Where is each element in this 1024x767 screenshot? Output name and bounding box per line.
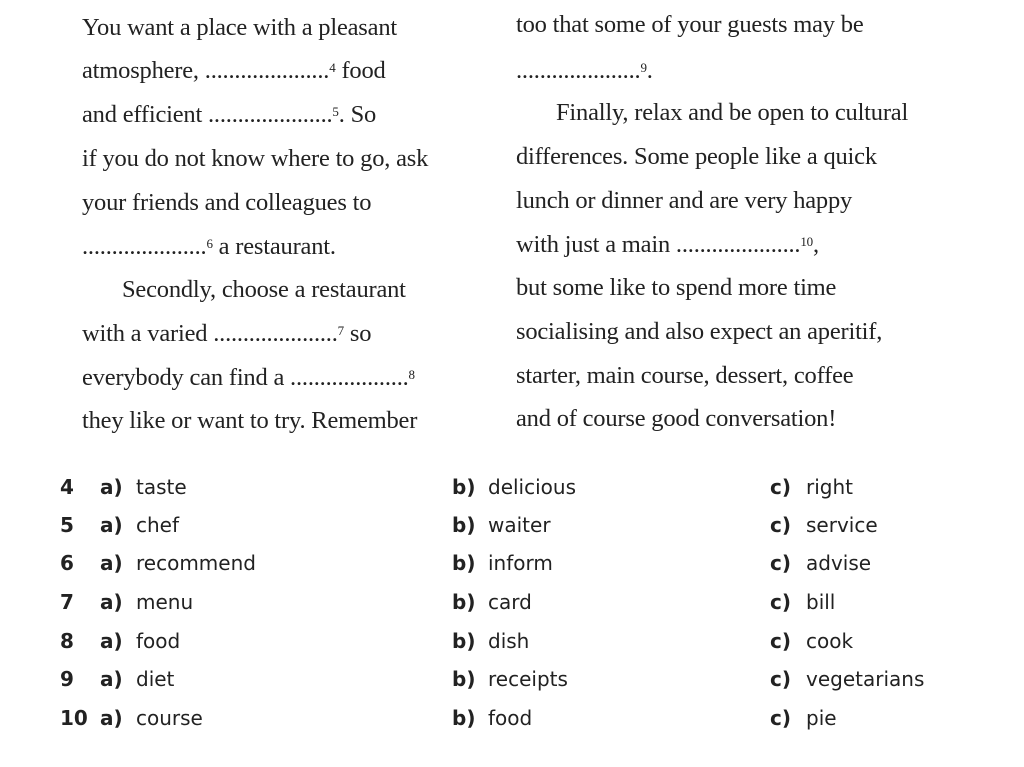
option-row	[0, 587, 1024, 617]
gap-number: 4	[329, 60, 336, 75]
option-row	[0, 664, 1024, 694]
passage-line: .....................$^9$.	[516, 57, 653, 84]
option-label-c: c)	[770, 629, 791, 653]
gap-number: 10	[800, 234, 813, 249]
option-label-c: c)	[770, 475, 791, 499]
option-a[interactable]: recommend	[136, 551, 256, 575]
passage-line: too that some of your guests may be	[516, 11, 864, 38]
option-row	[0, 626, 1024, 656]
option-label-a: a)	[100, 706, 123, 730]
gap-number: 6	[206, 236, 213, 251]
option-label-a: a)	[100, 475, 123, 499]
option-b[interactable]: card	[488, 590, 532, 614]
passage-line: if you do not know where to go, ask	[82, 145, 429, 172]
option-b[interactable]: food	[488, 706, 533, 730]
option-label-c: c)	[770, 590, 791, 614]
option-label-a: a)	[100, 629, 123, 653]
option-c[interactable]: vegetarians	[806, 667, 925, 691]
option-label-b: b)	[452, 667, 476, 691]
passage-line: You want a place with a pleasant	[82, 14, 397, 41]
option-label-c: c)	[770, 551, 791, 575]
passage-line: .....................$^6$ a restaurant.	[82, 233, 336, 260]
passage-line: lunch or dinner and are very happy	[516, 187, 853, 214]
question-number: 6	[60, 551, 74, 575]
option-label-a: a)	[100, 590, 123, 614]
option-row	[0, 510, 1024, 540]
option-c[interactable]: cook	[806, 629, 854, 653]
option-b[interactable]: delicious	[488, 475, 576, 499]
gap-number: 5	[332, 104, 339, 119]
question-number: 10	[60, 706, 88, 730]
option-label-b: b)	[452, 629, 476, 653]
passage-line: and efficient .....................$^5$. So	[82, 101, 377, 128]
option-c[interactable]: bill	[806, 590, 836, 614]
option-b[interactable]: dish	[488, 629, 530, 653]
option-b[interactable]: inform	[488, 551, 553, 575]
option-label-a: a)	[100, 667, 123, 691]
option-c[interactable]: right	[806, 475, 853, 499]
gap-number: 9	[640, 60, 647, 75]
question-number: 8	[60, 629, 74, 653]
option-b[interactable]: waiter	[488, 513, 551, 537]
option-b[interactable]: receipts	[488, 667, 568, 691]
question-number: 9	[60, 667, 74, 691]
question-number: 4	[60, 475, 74, 499]
option-label-a: a)	[100, 551, 123, 575]
option-a[interactable]: menu	[136, 590, 194, 614]
passage-line: everybody can find a ....................$^8$	[82, 364, 415, 391]
passage-line: and of course good conversation!	[516, 405, 837, 432]
option-label-a: a)	[100, 513, 123, 537]
option-label-c: c)	[770, 706, 791, 730]
option-label-c: c)	[770, 513, 791, 537]
question-number: 7	[60, 590, 74, 614]
option-row	[0, 548, 1024, 578]
passage-line: with just a main .....................$^{10}$,	[516, 231, 819, 258]
gap-number: 7	[337, 323, 344, 338]
option-label-b: b)	[452, 590, 476, 614]
passage-line: but some like to spend more time	[516, 274, 837, 301]
option-a[interactable]: taste	[136, 475, 187, 499]
option-c[interactable]: service	[806, 513, 878, 537]
option-label-b: b)	[452, 551, 476, 575]
option-a[interactable]: food	[136, 629, 181, 653]
passage-line: differences. Some people like a quick	[516, 143, 877, 170]
gap-number: 8	[408, 367, 415, 382]
question-number: 5	[60, 513, 74, 537]
passage-line: atmosphere, .....................$^4$ food	[82, 57, 386, 84]
option-c[interactable]: advise	[806, 551, 872, 575]
option-label-b: b)	[452, 513, 476, 537]
option-c[interactable]: pie	[806, 706, 837, 730]
option-label-c: c)	[770, 667, 791, 691]
option-label-b: b)	[452, 475, 476, 499]
option-row	[0, 472, 1024, 502]
passage-line: Secondly, choose a restaurant	[122, 276, 406, 303]
passage-line: they like or want to try. Remember	[82, 407, 418, 434]
option-label-b: b)	[452, 706, 476, 730]
option-a[interactable]: diet	[136, 667, 175, 691]
passage-line: Finally, relax and be open to cultural	[556, 99, 909, 126]
passage-line: with a varied .....................$^7$ so	[82, 320, 372, 347]
passage-line: socialising and also expect an aperitif,	[516, 318, 883, 345]
option-a[interactable]: chef	[136, 513, 180, 537]
passage-line: your friends and colleagues to	[82, 189, 372, 216]
option-a[interactable]: course	[136, 706, 203, 730]
option-row	[0, 703, 1024, 733]
passage-line: starter, main course, dessert, coffee	[516, 362, 854, 389]
